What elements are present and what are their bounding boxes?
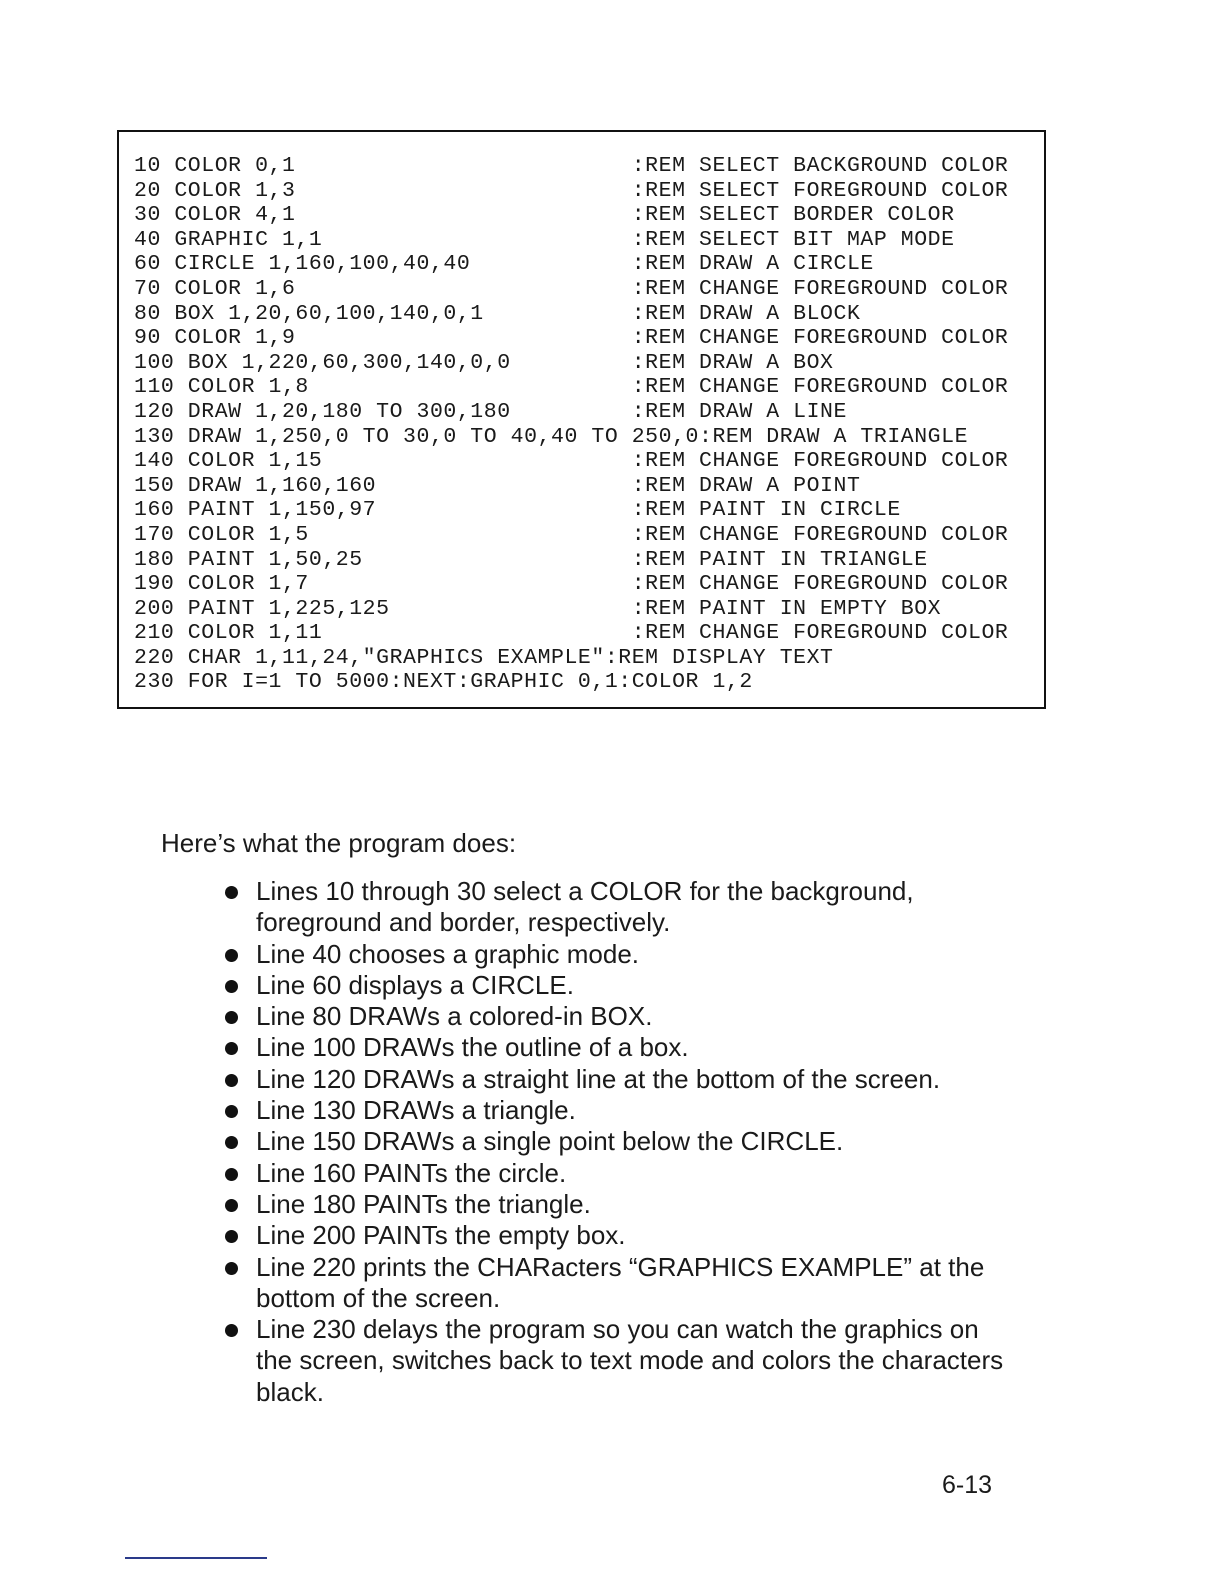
- code-line: 20 COLOR 1,3 :REM SELECT FOREGROUND COLOR: [134, 178, 1009, 203]
- code-line: 120 DRAW 1,20,180 TO 300,180 :REM DRAW A LINE: [134, 399, 847, 424]
- bullet-icon: [225, 1324, 238, 1337]
- list-item-text: Line 80 DRAWs a colored-in BOX.: [256, 1001, 653, 1032]
- list-item-text: Line 230 delays the program so you can watch the graphics on the screen, switches back to text mode and colors the characters black.: [256, 1314, 1004, 1407]
- list-item-text: Line 130 DRAWs a triangle.: [256, 1095, 576, 1126]
- list-item-text: Line 180 PAINTs the triangle.: [256, 1188, 591, 1219]
- code-line: 80 BOX 1,20,60,100,140,0,1 :REM DRAW A BLOCK: [134, 301, 861, 326]
- list-item: [224, 1189, 1004, 1220]
- code-line: 190 COLOR 1,7 :REM CHANGE FOREGROUND COLOR: [134, 572, 1009, 597]
- bullet-icon: [225, 1136, 238, 1149]
- bullet-icon: [225, 1105, 238, 1118]
- bullet-icon: [225, 1262, 238, 1275]
- list-item: [224, 1220, 1004, 1251]
- code-line: 140 COLOR 1,15 :REM CHANGE FOREGROUND COLOR: [134, 449, 1009, 474]
- bullet-icon: [225, 949, 238, 962]
- footer-rule: [125, 1557, 267, 1559]
- code-line: 40 GRAPHIC 1,1 :REM SELECT BIT MAP MODE: [134, 227, 955, 252]
- list-item-text: Line 120 DRAWs a straight line at the bottom of the screen.: [256, 1063, 941, 1094]
- code-line: 170 COLOR 1,5 :REM CHANGE FOREGROUND COLOR: [134, 522, 1009, 547]
- program-listing: [134, 154, 1008, 695]
- code-line: 160 PAINT 1,150,97 :REM PAINT IN CIRCLE: [134, 498, 901, 523]
- bullet-icon: [225, 1168, 238, 1181]
- explanation-intro: Here’s what the program does:: [161, 828, 517, 858]
- list-item: [224, 1001, 1004, 1032]
- code-line: 220 CHAR 1,11,24,"GRAPHICS EXAMPLE":REM DISPLAY TEXT: [134, 645, 834, 670]
- list-item-text: Line 220 prints the CHARacters “GRAPHICS EXAMPLE” at the bottom of the screen.: [256, 1251, 985, 1313]
- list-item: [224, 1252, 1004, 1315]
- code-line: 180 PAINT 1,50,25 :REM PAINT IN TRIANGLE: [134, 547, 928, 572]
- list-item: [224, 1032, 1004, 1063]
- bullet-icon: [225, 1042, 238, 1055]
- list-item: [224, 970, 1004, 1001]
- code-line: 100 BOX 1,220,60,300,140,0,0 :REM DRAW A BOX: [134, 350, 834, 375]
- list-item: [224, 876, 1004, 939]
- code-line: 210 COLOR 1,11 :REM CHANGE FOREGROUND COLOR: [134, 621, 1009, 646]
- explanation-list: [224, 876, 1004, 1408]
- bullet-icon: [225, 1199, 238, 1212]
- list-item-text: Line 60 displays a CIRCLE.: [256, 969, 574, 1000]
- list-item: [224, 1158, 1004, 1189]
- list-item-text: Line 40 chooses a graphic mode.: [256, 938, 640, 969]
- code-line: 110 COLOR 1,8 :REM CHANGE FOREGROUND COLOR: [134, 375, 1009, 400]
- code-line: 10 COLOR 0,1 :REM SELECT BACKGROUND COLOR: [134, 154, 1009, 178]
- bullet-icon: [225, 886, 238, 899]
- code-line: 60 CIRCLE 1,160,100,40,40 :REM DRAW A CIRCLE: [134, 252, 874, 277]
- code-line: 90 COLOR 1,9 :REM CHANGE FOREGROUND COLOR: [134, 326, 1009, 351]
- code-line: 30 COLOR 4,1 :REM SELECT BORDER COLOR: [134, 203, 955, 228]
- code-line: 200 PAINT 1,225,125 :REM PAINT IN EMPTY BOX: [134, 596, 942, 621]
- list-item-text: Line 200 PAINTs the empty box.: [256, 1220, 626, 1251]
- list-item: [224, 1064, 1004, 1095]
- code-line: 130 DRAW 1,250,0 TO 30,0 TO 40,40 TO 250,0:REM DRAW A TRIANGLE: [134, 424, 969, 449]
- bullet-icon: [225, 980, 238, 993]
- list-item-text: Line 150 DRAWs a single point below the CIRCLE.: [256, 1126, 844, 1157]
- list-item: [224, 939, 1004, 970]
- list-item: [224, 1095, 1004, 1126]
- code-line: 230 FOR I=1 TO 5000:NEXT:GRAPHIC 0,1:COLOR 1,2: [134, 670, 753, 695]
- bullet-icon: [225, 1230, 238, 1243]
- page-number: 6-13: [942, 1471, 993, 1499]
- list-item: [224, 1126, 1004, 1157]
- code-line: 70 COLOR 1,6 :REM CHANGE FOREGROUND COLOR: [134, 276, 1009, 301]
- program-listing-box: [117, 130, 1046, 709]
- list-item: [224, 1314, 1004, 1408]
- bullet-icon: [225, 1011, 238, 1024]
- list-item-text: Lines 10 through 30 select a COLOR for the background, foreground and border, respectively.: [256, 876, 914, 938]
- list-item-text: Line 160 PAINTs the circle.: [256, 1157, 567, 1188]
- code-line: 150 DRAW 1,160,160 :REM DRAW A POINT: [134, 473, 861, 498]
- list-item-text: Line 100 DRAWs the outline of a box.: [256, 1032, 689, 1063]
- bullet-icon: [225, 1074, 238, 1087]
